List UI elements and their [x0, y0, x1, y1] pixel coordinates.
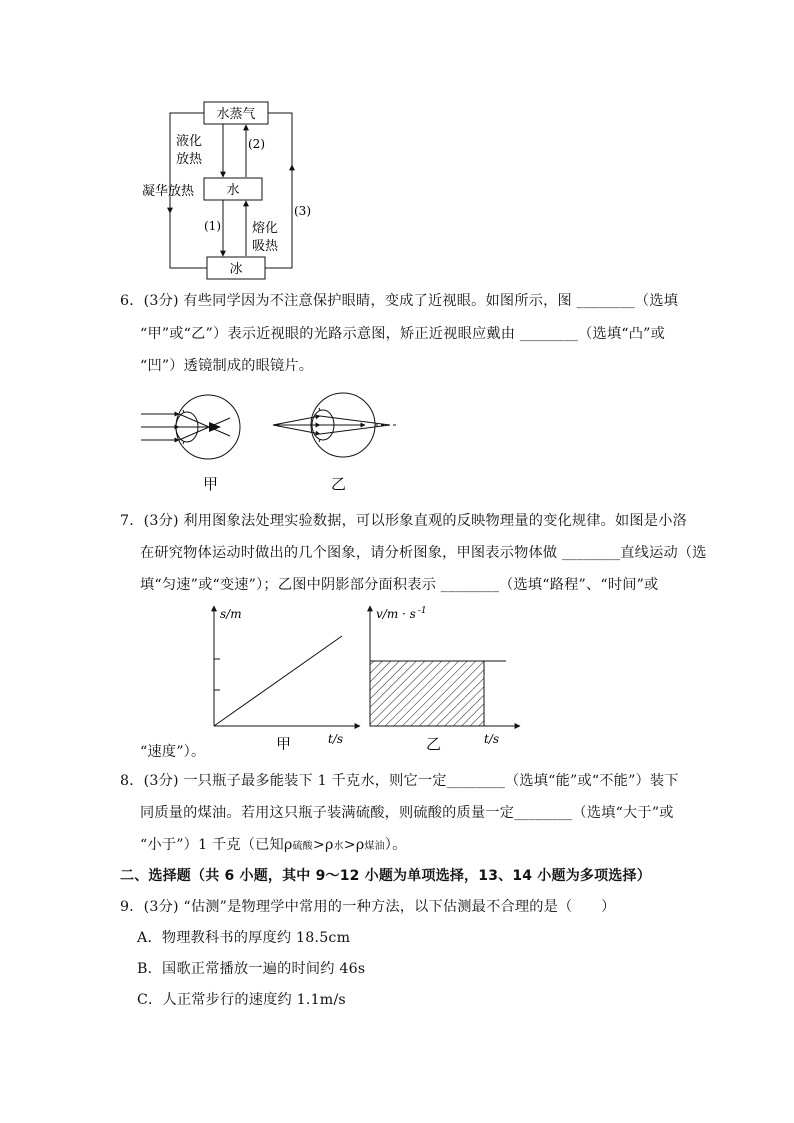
graph-a: [214, 606, 360, 750]
q7-line3: 填“匀速”或“变速”）；乙图中阴影部分面积表示 ________（选填“路程”、“时间”或: [140, 577, 659, 593]
q6-line3: “凹”）透镜制成的眼镜片。: [140, 358, 314, 374]
q8-sub-kerosene: 煤油: [364, 841, 385, 852]
label-melt-2: 吸热: [252, 239, 279, 254]
graph-b: [370, 606, 520, 750]
q8-gt2: >ρ: [343, 837, 365, 853]
graph-b-caption: 乙: [426, 735, 442, 750]
graph-a-caption: 甲: [276, 735, 292, 750]
q8-line2: 同质量的煤油。若用这只瓶子装满硫酸，则硫酸的质量一定________（选填“大于”或: [140, 805, 674, 821]
graph-b-xlabel: t/s: [484, 732, 500, 746]
q6-line1: 6．(3分) 有些同学因为不注意保护眼睛，变成了近视眼。如图所示，图 ________（选填: [120, 293, 679, 309]
label-liquefy-2: 放热: [176, 152, 203, 167]
state-change-diagram: [130, 95, 320, 285]
q9-option-b: B．国歌正常播放一遍的时间约 46s: [137, 961, 366, 977]
q9-stem: 9．(3分) “估测”是物理学中常用的一种方法，以下估测最不合理的是（ ）: [120, 899, 616, 915]
q8-gt1: >ρ: [312, 837, 334, 853]
q8-line3-end: ）。: [384, 837, 407, 853]
label-melt-1: 熔化: [252, 221, 279, 236]
label-deposit: 凝华放热: [142, 184, 195, 199]
q8-line3-a: “小于”）1 千克（已知ρ: [140, 837, 293, 853]
q8-line1: 8．(3分) 一只瓶子最多能装下 1 千克水，则它一定________（选填“能”或“不能”）装下: [120, 773, 679, 789]
graph-a-ylabel: s/m: [220, 607, 242, 621]
eye-a-caption: 甲: [203, 475, 219, 493]
q8-line3: [140, 834, 406, 854]
q7-line4: “速度”）。: [140, 744, 206, 760]
box-vapor-label: 水蒸气: [216, 107, 256, 122]
graph-b-ylabel-sup: -1: [417, 606, 427, 616]
box-water-label: 水: [226, 183, 240, 198]
section2-heading: 二、选择题（共 6 小题，其中 9～12 小题为单项选择，13、14 小题为多项选择）: [120, 868, 651, 884]
q7-line1: 7．(3分) 利用图象法处理实验数据，可以形象直观的反映物理量的变化规律。如图是小洛: [120, 513, 687, 529]
q6-line2: “甲”或“乙”）表示近视眼的光路示意图，矫正近视眼应戴由 ________（选填“凸”或: [140, 326, 666, 342]
motion-graphs: [180, 600, 530, 750]
label-1: (1): [204, 219, 221, 233]
graph-b-ylabel: [376, 606, 427, 621]
eye-b-caption: 乙: [331, 475, 347, 493]
label-liquefy-1: 液化: [176, 134, 203, 149]
q7-line2: 在研究物体运动时做出的几个图象，请分析图象，甲图表示物体做 ________直线运动（选: [140, 545, 707, 561]
eye-b: [273, 393, 397, 457]
q9-option-c: C．人正常步行的速度约 1.1m/s: [137, 992, 346, 1008]
q8-sub-sulfuric: 硫酸: [292, 841, 313, 852]
graph-b-ylabel-main: v/m · s: [376, 607, 416, 621]
label-2: (2): [248, 137, 265, 151]
label-3: (3): [294, 204, 311, 218]
eye-diagrams: [135, 392, 415, 502]
q8-sub-water: 水: [333, 841, 344, 852]
q9-option-a: A．物理教科书的厚度约 18.5cm: [137, 930, 351, 946]
graph-b-shaded-area: [370, 661, 484, 726]
box-ice-label: 冰: [229, 262, 243, 277]
graph-a-xlabel: t/s: [328, 732, 344, 746]
eye-a: [141, 395, 240, 459]
